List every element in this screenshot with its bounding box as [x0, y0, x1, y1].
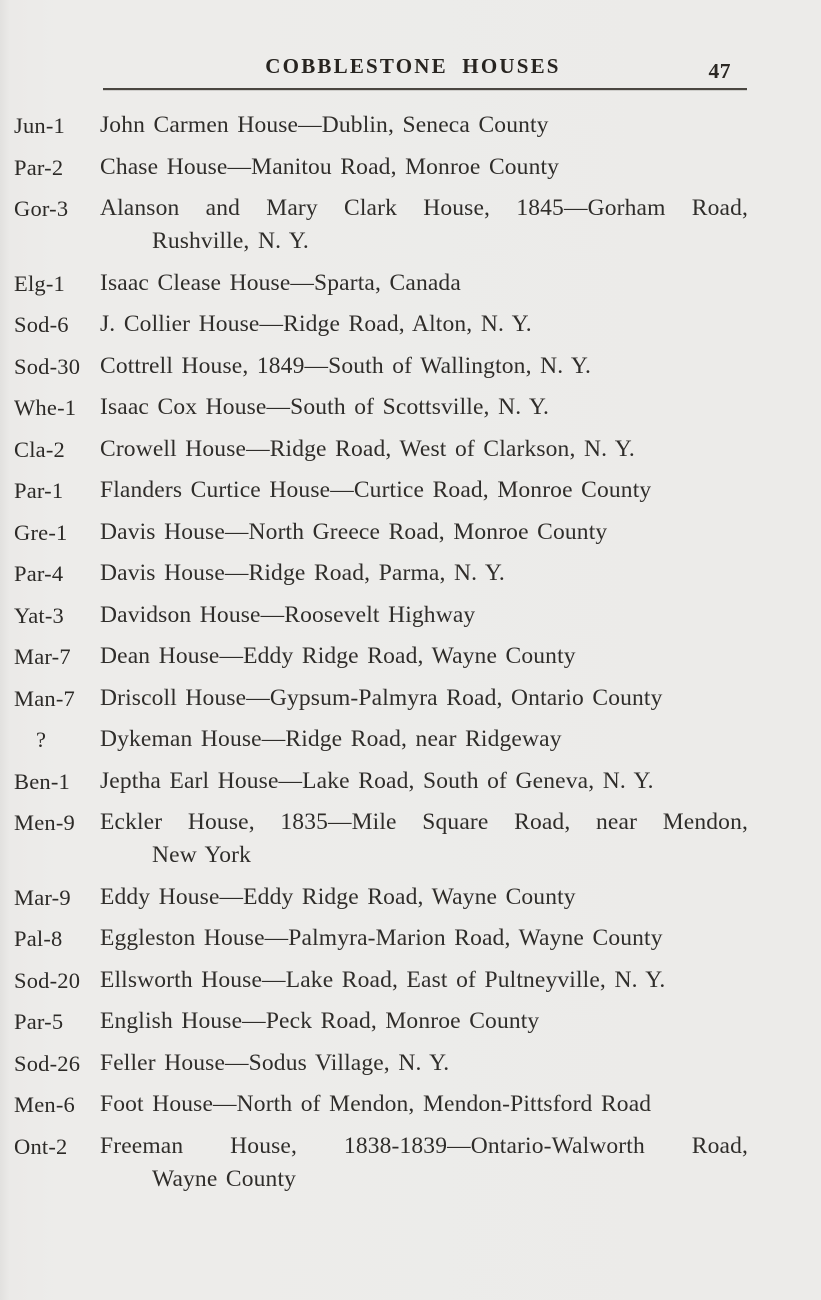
house-code: Whe-1 — [14, 395, 77, 420]
house-description — [100, 640, 748, 673]
house-code: Cla-2 — [14, 436, 65, 462]
list-item — [10, 640, 748, 673]
description-line: John Carmen House—Dublin, Seneca County — [100, 112, 549, 138]
house-code: Sod-30 — [14, 353, 81, 379]
house-code: Mar-9 — [14, 884, 71, 910]
description-line: Cottrell House, 1849—South of Wallington, N. Y. — [100, 352, 592, 379]
list-item — [10, 1047, 748, 1080]
description-line: Wayne County — [152, 1165, 297, 1192]
house-description — [100, 1047, 748, 1080]
description-line: Feller House—Sodus Village, N. Y. — [100, 1049, 450, 1076]
description-line: Dykeman House—Ridge Road, near Ridgeway — [100, 726, 562, 752]
house-description — [100, 192, 748, 258]
house-code: Jun-1 — [14, 113, 65, 138]
list-item — [10, 922, 748, 955]
description-line: Foot House—North of Mendon, Mendon-Pittsford Road — [100, 1091, 652, 1117]
house-description — [100, 267, 748, 300]
house-code: Ont-2 — [14, 1133, 68, 1159]
house-code: Yat-3 — [14, 602, 64, 628]
list-item — [10, 474, 748, 507]
house-code: Sod-26 — [14, 1050, 81, 1076]
house-description — [100, 599, 748, 632]
list-item — [10, 151, 748, 184]
house-code: Par-1 — [14, 478, 64, 503]
house-code: Gre-1 — [14, 519, 68, 545]
description-line: Jeptha Earl House—Lake Road, South of Geneva, N. Y. — [100, 767, 654, 794]
list-item — [10, 350, 748, 383]
description-line: Alanson and Mary Clark House, 1845—Gorham Road, — [100, 195, 748, 221]
house-code: Pal-8 — [14, 926, 63, 951]
house-code: ? — [36, 727, 47, 752]
list-item — [10, 267, 748, 300]
description-line: Flanders Curtice House—Curtice Road, Monroe County — [100, 477, 652, 503]
description-line: Freeman House, 1838-1839—Ontario-Walworth Road, — [100, 1132, 748, 1159]
house-code: Men-6 — [14, 1092, 75, 1117]
house-code: Man-7 — [14, 685, 75, 711]
list-item — [10, 599, 748, 632]
house-code: Gor-3 — [14, 196, 69, 221]
house-code: Ben-1 — [14, 768, 70, 794]
house-description — [100, 964, 748, 997]
house-code: Par-4 — [14, 561, 64, 586]
house-code: Sod-20 — [14, 967, 81, 993]
house-description — [100, 881, 748, 914]
list-item — [10, 806, 748, 872]
house-description — [100, 723, 748, 756]
house-description — [100, 1005, 748, 1038]
house-description — [100, 1088, 748, 1121]
description-line: Driscoll House—Gypsum-Palmyra Road, Ontario County — [100, 684, 663, 711]
list-item — [10, 1130, 748, 1196]
list-item — [10, 192, 748, 258]
description-line: English House—Peck Road, Monroe County — [100, 1008, 540, 1034]
description-line: New York — [152, 842, 252, 868]
list-item — [10, 881, 748, 914]
house-description — [100, 109, 748, 142]
list-item — [10, 765, 748, 798]
list-item — [10, 723, 748, 756]
description-line: Davidson House—Roosevelt Highway — [100, 601, 476, 628]
description-line: Eggleston House—Palmyra-Marion Road, Wayne County — [100, 925, 663, 951]
list-item — [10, 433, 748, 466]
list-item — [10, 308, 748, 341]
house-description — [100, 765, 748, 798]
house-description — [100, 433, 748, 466]
list-item — [10, 682, 748, 715]
house-code: Sod-6 — [14, 312, 69, 337]
description-line: Davis House—North Greece Road, Monroe County — [100, 518, 608, 545]
description-line: Chase House—Manitou Road, Monroe County — [100, 153, 560, 180]
house-description — [100, 350, 748, 383]
house-description — [100, 922, 748, 955]
page-header — [103, 0, 747, 90]
house-description — [100, 516, 748, 549]
house-code: Men-9 — [14, 810, 75, 835]
list-item — [10, 557, 748, 590]
list-item — [10, 109, 748, 142]
header-line — [103, 54, 747, 84]
house-description — [100, 151, 748, 184]
description-line: Rushville, N. Y. — [152, 228, 309, 254]
house-description — [100, 806, 748, 872]
list-item — [10, 1088, 748, 1121]
house-description — [100, 1130, 748, 1196]
description-line: Dean House—Eddy Ridge Road, Wayne County — [100, 643, 576, 669]
house-code: Par-2 — [14, 154, 64, 180]
house-description — [100, 682, 748, 715]
house-description — [100, 391, 748, 424]
header-rule — [103, 88, 747, 90]
description-line: J. Collier House—Ridge Road, Alton, N. Y. — [100, 311, 532, 337]
running-title: COBBLESTONE HOUSES — [265, 54, 561, 78]
description-line: Davis House—Ridge Road, Parma, N. Y. — [100, 560, 505, 586]
description-line: Isaac Clease House—Sparta, Canada — [100, 269, 461, 296]
house-code: Mar-7 — [14, 644, 71, 669]
house-code: Par-5 — [14, 1009, 64, 1034]
description-line: Crowell House—Ridge Road, West of Clarkson, N. Y. — [100, 435, 635, 462]
description-line: Eddy House—Eddy Ridge Road, Wayne County — [100, 883, 576, 910]
description-line: Ellsworth House—Lake Road, East of Pultneyville, N. Y. — [100, 966, 666, 993]
house-description — [100, 474, 748, 507]
house-description — [100, 308, 748, 341]
house-index-list — [10, 109, 748, 1196]
description-line: Isaac Cox House—South of Scottsville, N. Y. — [100, 394, 549, 420]
list-item — [10, 964, 748, 997]
list-item — [10, 516, 748, 549]
description-line: Eckler House, 1835—Mile Square Road, near Mendon, — [100, 809, 748, 835]
house-code: Elg-1 — [14, 270, 65, 296]
list-item — [10, 1005, 748, 1038]
house-description — [100, 557, 748, 590]
list-item — [10, 391, 748, 424]
page-number: 47 — [708, 59, 731, 83]
